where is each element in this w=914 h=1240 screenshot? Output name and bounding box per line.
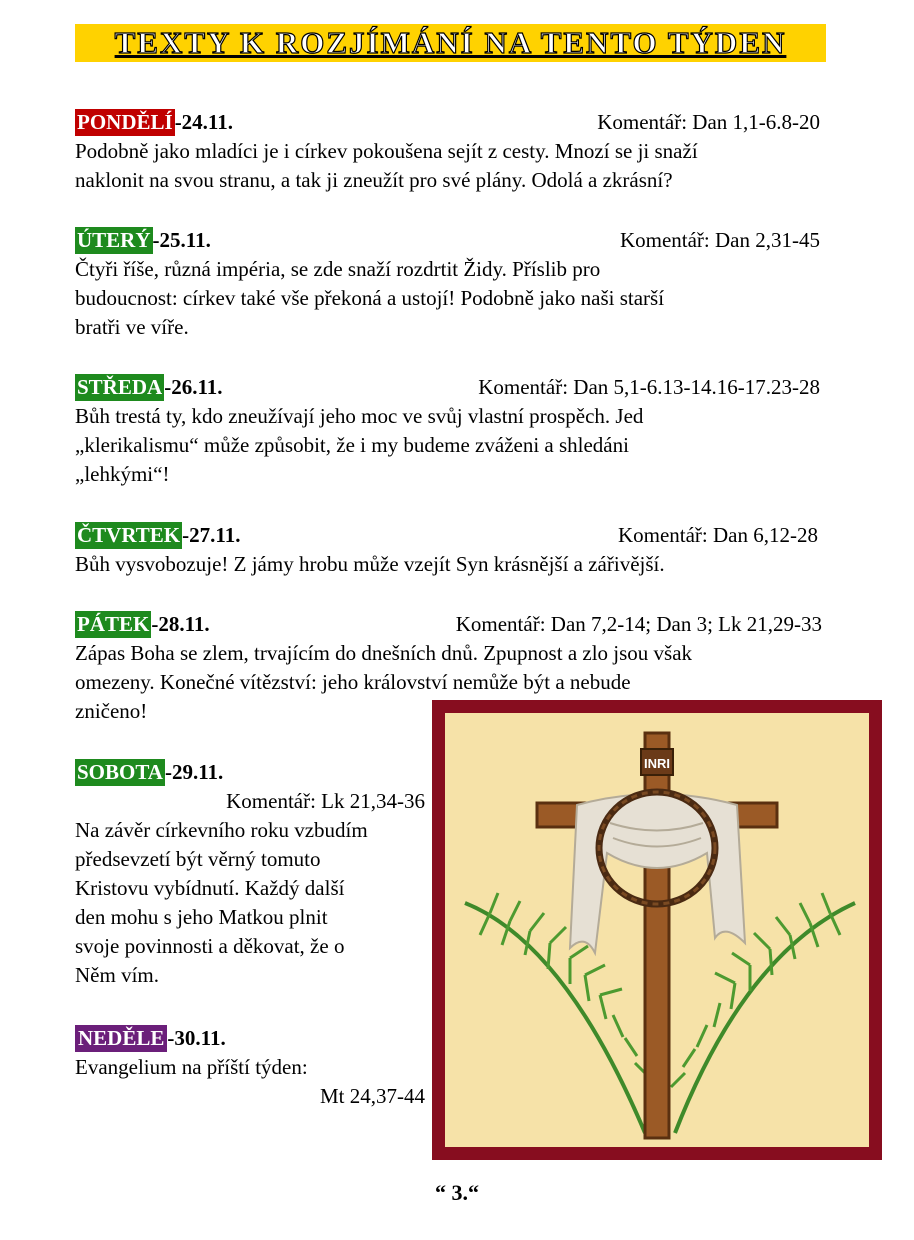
section-header — [75, 521, 818, 550]
body-line: Čtyři říše, různá impéria, se zde snaží rozdrtit Židy. Příslib pro — [75, 257, 601, 281]
page-title: TEXTY K ROZJÍMÁNÍ NA TENTO TÝDEN — [114, 25, 787, 60]
page-number: “ 3.“ — [435, 1180, 479, 1205]
section-header — [75, 108, 820, 137]
body-line: Podobně jako mladíci je i církev pokoušena sejít z cesty. Mnozí se ji snaží — [75, 139, 698, 163]
day-label-wednesday: STŘEDA — [77, 375, 163, 399]
body-line: Něm vím. — [75, 963, 159, 987]
day-label-sunday: NEDĚLE — [75, 1025, 167, 1052]
section-saturday — [75, 758, 425, 990]
section-header — [75, 1024, 425, 1053]
section-tuesday — [75, 226, 820, 342]
body-line: Zápas Boha se zlem, trvajícím do dnešních dnů. Zpupnost a zlo jsou však — [75, 641, 693, 665]
day-date: -29.11. — [164, 760, 224, 784]
day-date: -25.11. — [152, 228, 211, 252]
body-line: budoucnost: církev také vše překoná a ustojí! Podobně jako naši starší — [75, 286, 665, 310]
page-title-banner — [75, 24, 826, 62]
body-line: omezeny. Konečné vítězství: jeho království nemůže být a nebude — [75, 670, 631, 694]
body-line: Bůh vysvobozuje! Z jámy hrobu může vzejít Syn krásnější a zářivější. — [75, 552, 665, 576]
day-label-saturday: SOBOTA — [77, 760, 163, 784]
commentary-ref: Komentář: Dan 7,2-14; Dan 3; Lk 21,29-33 — [455, 612, 822, 636]
day-label-tuesday: ÚTERÝ — [77, 228, 151, 252]
body-line: den mohu s jeho Matkou plnit — [75, 905, 328, 929]
section-wednesday — [75, 373, 820, 489]
body-line: Kristovu vybídnutí. Každý další — [75, 876, 345, 900]
day-date: -30.11. — [167, 1026, 226, 1050]
body-line: „lehkými“! — [75, 462, 170, 486]
day-date: -24.11. — [174, 110, 234, 134]
cross-picture-frame — [432, 700, 882, 1160]
section-header — [75, 226, 820, 255]
commentary-ref: Komentář: Dan 6,12-28 — [617, 523, 818, 547]
body-line: Bůh trestá ty, kdo zneužívají jeho moc ve svůj vlastní prospěch. Jed — [75, 404, 644, 428]
gospel-ref: Mt 24,37-44 — [320, 1084, 425, 1108]
inri-sign: INRI — [644, 756, 670, 771]
body-line: bratři ve víře. — [75, 315, 189, 339]
body-line: naklonit na svou stranu, a tak ji zneužít pro své plány. Odolá a zkrásní? — [75, 168, 673, 192]
section-sunday — [75, 1024, 425, 1111]
body-line: Na závěr církevního roku vzbudím — [75, 818, 368, 842]
day-label-friday: PÁTEK — [77, 612, 150, 636]
body-line: „klerikalismu“ může způsobit, že i my budeme zváženi a shledáni — [75, 433, 629, 457]
section-thursday — [75, 521, 818, 579]
body-line: Evangelium na příští týden: — [75, 1055, 308, 1079]
day-date: -28.11. — [151, 612, 210, 636]
section-header — [75, 610, 822, 639]
commentary-ref: Komentář: Dan 5,1-6.13-14.16-17.23-28 — [478, 375, 820, 399]
body-line: předsevzetí být věrný tomuto — [75, 847, 321, 871]
commentary-ref: Komentář: Dan 1,1-6.8-20 — [597, 110, 820, 134]
section-header — [75, 758, 425, 787]
day-label-thursday: ČTVRTEK — [77, 523, 181, 547]
cross-illustration — [445, 713, 869, 1147]
day-date: -27.11. — [182, 523, 241, 547]
body-line: zničeno! — [75, 699, 148, 723]
section-header — [75, 373, 820, 402]
day-date: -26.11. — [164, 375, 223, 399]
commentary-ref: Komentář: Lk 21,34-36 — [226, 789, 425, 813]
body-line: svoje povinnosti a děkovat, že o — [75, 934, 345, 958]
section-monday — [75, 108, 820, 195]
day-label-monday: PONDĚLÍ — [77, 110, 173, 134]
commentary-ref: Komentář: Dan 2,31-45 — [619, 228, 820, 252]
